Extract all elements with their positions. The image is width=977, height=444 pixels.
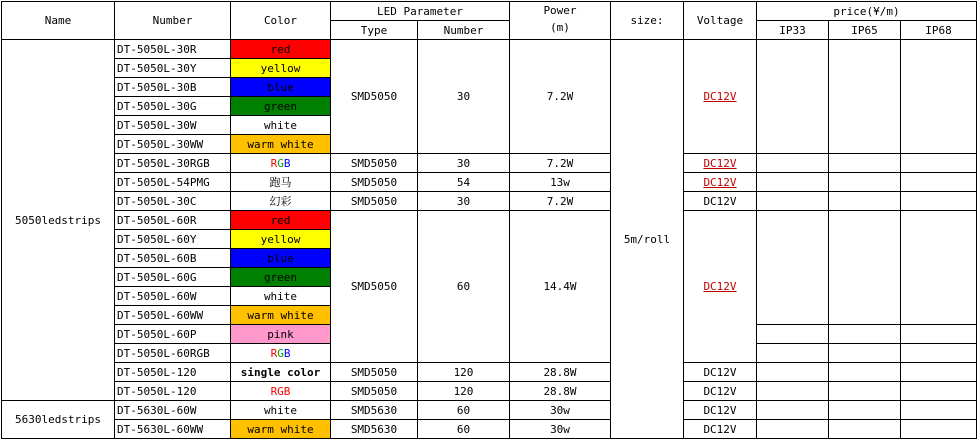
color-cell: pink	[231, 325, 331, 344]
voltage-cell: DC12V	[684, 382, 757, 401]
price-ip65-cell	[829, 154, 901, 173]
led-strip-price-table	[1, 1, 977, 439]
voltage-link-text[interactable]: DC12V	[703, 156, 737, 170]
header-name: Name	[2, 2, 115, 40]
header-ip33: IP33	[757, 21, 829, 40]
header-led-type: Type	[331, 21, 418, 40]
table-row	[2, 40, 977, 59]
price-ip68-cell	[901, 211, 977, 325]
rgb-letter-b: B	[283, 346, 291, 360]
rgb-letter-g: G	[277, 346, 284, 360]
price-ip65-cell	[829, 325, 901, 344]
model-cell: DT-5050L-60WW	[115, 306, 231, 325]
color-cell: white	[231, 116, 331, 135]
voltage-link-text[interactable]: DC12V	[703, 90, 737, 103]
rgb-letter-r: R	[270, 156, 278, 170]
price-ip65-cell	[829, 344, 901, 363]
price-ip65-cell	[829, 40, 901, 154]
led-type-cell: SMD5050	[331, 363, 418, 382]
color-cell: warm white	[231, 306, 331, 325]
table-row	[2, 382, 977, 401]
voltage-link[interactable]	[684, 173, 757, 192]
price-ip33-cell	[757, 173, 829, 192]
led-number-cell: 60	[418, 420, 510, 439]
price-ip68-cell	[901, 154, 977, 173]
price-ip65-cell	[829, 401, 901, 420]
model-cell: DT-5050L-60B	[115, 249, 231, 268]
model-cell: DT-5050L-30W	[115, 116, 231, 135]
header-price: price(¥/m)	[757, 2, 977, 21]
price-ip65-cell	[829, 420, 901, 439]
led-number-cell: 30	[418, 154, 510, 173]
model-cell: DT-5050L-30RGB	[115, 154, 231, 173]
power-cell: 30w	[510, 420, 611, 439]
led-number-cell: 60	[418, 211, 510, 363]
price-ip68-cell	[901, 420, 977, 439]
header-power-unit: (m)	[550, 21, 570, 34]
price-ip33-cell	[757, 211, 829, 325]
led-type-cell: SMD5050	[331, 382, 418, 401]
model-cell: DT-5050L-30R	[115, 40, 231, 59]
led-number-cell: 30	[418, 192, 510, 211]
price-ip65-cell	[829, 211, 901, 325]
rgb-letter-g: G	[277, 156, 284, 170]
price-ip33-cell	[757, 382, 829, 401]
model-cell: DT-5050L-60Y	[115, 230, 231, 249]
led-type-cell: SMD5050	[331, 40, 418, 154]
model-cell: DT-5050L-30WW	[115, 135, 231, 154]
price-ip33-cell	[757, 192, 829, 211]
header-ip68: IP68	[901, 21, 977, 40]
led-type-cell: SMD5050	[331, 211, 418, 363]
table-row	[2, 420, 977, 439]
model-cell: DT-5050L-60RGB	[115, 344, 231, 363]
header-led-number: Number	[418, 21, 510, 40]
color-cell	[231, 344, 331, 363]
header-power-label: Power	[543, 4, 577, 17]
header-size: size:	[611, 2, 684, 40]
power-cell: 7.2W	[510, 192, 611, 211]
rgb-letter-r: R	[270, 346, 278, 360]
group-name-5050: 5050ledstrips	[2, 40, 115, 401]
power-cell: 7.2W	[510, 40, 611, 154]
color-cell: white	[231, 287, 331, 306]
color-cell: white	[231, 401, 331, 420]
color-cell: single color	[231, 363, 331, 382]
power-cell: 14.4W	[510, 211, 611, 363]
price-ip33-cell	[757, 401, 829, 420]
color-cell: RGB	[231, 382, 331, 401]
price-ip68-cell	[901, 363, 977, 382]
size-cell: 5m/roll	[611, 40, 684, 439]
led-type-cell: SMD5630	[331, 420, 418, 439]
table-row	[2, 401, 977, 420]
model-cell: DT-5050L-60P	[115, 325, 231, 344]
table-row	[2, 363, 977, 382]
power-cell: 13w	[510, 173, 611, 192]
power-cell: 7.2W	[510, 154, 611, 173]
color-cell: yellow	[231, 59, 331, 78]
color-cell: red	[231, 40, 331, 59]
model-cell: DT-5050L-30C	[115, 192, 231, 211]
voltage-cell: DC12V	[684, 192, 757, 211]
price-ip33-cell	[757, 363, 829, 382]
header-voltage: Voltage	[684, 2, 757, 40]
price-ip68-cell	[901, 40, 977, 154]
voltage-link[interactable]	[684, 154, 757, 173]
voltage-link[interactable]	[684, 40, 757, 154]
rgb-letter-b: B	[283, 156, 291, 170]
led-type-cell: SMD5630	[331, 401, 418, 420]
price-ip68-cell	[901, 344, 977, 363]
model-cell: DT-5050L-30B	[115, 78, 231, 97]
led-number-cell: 30	[418, 40, 510, 154]
color-cell: green	[231, 97, 331, 116]
price-ip33-cell	[757, 154, 829, 173]
price-ip68-cell	[901, 192, 977, 211]
led-type-cell: SMD5050	[331, 192, 418, 211]
color-cell: 幻彩	[231, 192, 331, 211]
led-number-cell: 120	[418, 382, 510, 401]
power-cell: 28.8W	[510, 382, 611, 401]
led-number-cell: 54	[418, 173, 510, 192]
model-cell: DT-5050L-54PMG	[115, 173, 231, 192]
model-cell: DT-5050L-60W	[115, 287, 231, 306]
price-ip68-cell	[901, 401, 977, 420]
group-name-5630: 5630ledstrips	[2, 401, 115, 439]
power-cell: 30w	[510, 401, 611, 420]
color-cell	[231, 154, 331, 173]
price-ip33-cell	[757, 344, 829, 363]
price-ip68-cell	[901, 325, 977, 344]
model-cell: DT-5050L-30G	[115, 97, 231, 116]
led-type-cell: SMD5050	[331, 173, 418, 192]
price-ip65-cell	[829, 173, 901, 192]
price-ip33-cell	[757, 40, 829, 154]
header-color: Color	[231, 2, 331, 40]
model-cell: DT-5050L-30Y	[115, 59, 231, 78]
color-cell: red	[231, 211, 331, 230]
color-cell: warm white	[231, 135, 331, 154]
color-cell: blue	[231, 249, 331, 268]
color-cell: 跑马	[231, 173, 331, 192]
voltage-cell: DC12V	[684, 401, 757, 420]
led-number-cell: 60	[418, 401, 510, 420]
table-row	[2, 154, 977, 173]
header-power	[510, 2, 611, 40]
voltage-cell: DC12V	[684, 420, 757, 439]
table-row	[2, 192, 977, 211]
voltage-link-text[interactable]: DC12V	[703, 175, 737, 189]
model-cell: DT-5630L-60W	[115, 401, 231, 420]
led-type-cell: SMD5050	[331, 154, 418, 173]
color-cell: green	[231, 268, 331, 287]
price-ip68-cell	[901, 173, 977, 192]
model-cell: DT-5050L-120	[115, 363, 231, 382]
model-cell: DT-5050L-60R	[115, 211, 231, 230]
color-cell: yellow	[231, 230, 331, 249]
price-ip65-cell	[829, 382, 901, 401]
voltage-cell: DC12V	[684, 363, 757, 382]
table-row	[2, 173, 977, 192]
color-cell: warm white	[231, 420, 331, 439]
model-cell: DT-5630L-60WW	[115, 420, 231, 439]
color-cell: blue	[231, 78, 331, 97]
table-row	[2, 211, 977, 230]
price-ip33-cell	[757, 420, 829, 439]
led-number-cell: 120	[418, 363, 510, 382]
model-cell: DT-5050L-120	[115, 382, 231, 401]
price-ip68-cell	[901, 382, 977, 401]
price-ip65-cell	[829, 192, 901, 211]
model-cell: DT-5050L-60G	[115, 268, 231, 287]
voltage-link[interactable]	[684, 211, 757, 363]
voltage-link-text[interactable]: DC12V	[703, 280, 737, 293]
header-led-parameter: LED Parameter	[331, 2, 510, 21]
power-cell: 28.8W	[510, 363, 611, 382]
price-ip33-cell	[757, 325, 829, 344]
header-ip65: IP65	[829, 21, 901, 40]
header-number: Number	[115, 2, 231, 40]
price-ip65-cell	[829, 363, 901, 382]
